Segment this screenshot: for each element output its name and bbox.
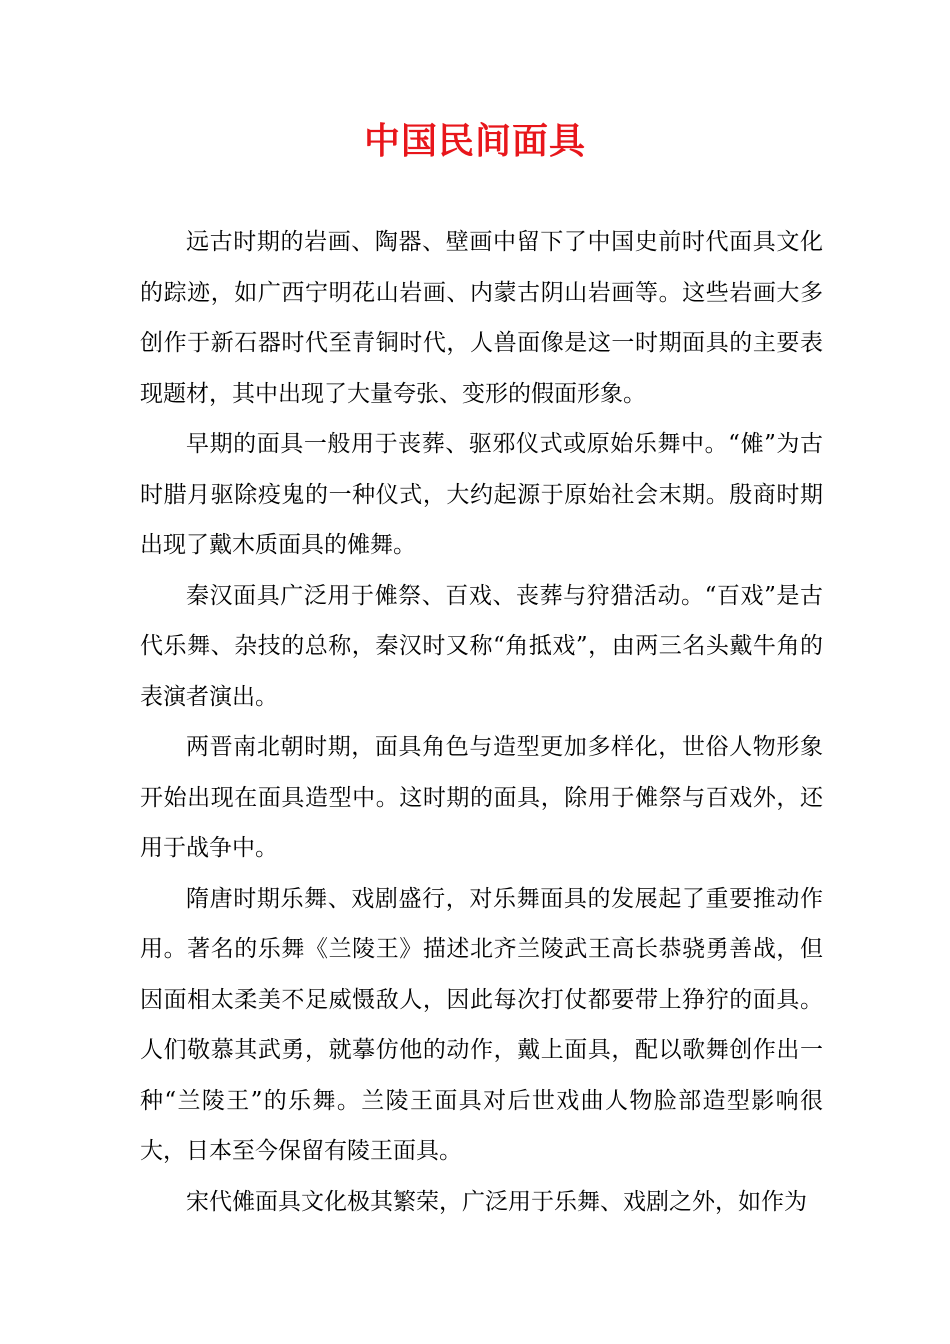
document-body <box>140 217 823 1227</box>
paragraph-4: 两晋南北朝时期，面具角色与造型更加多样化，世俗人物形象开始出现在面具造型中。这时期的面具，除用于傩祭与百戏外，还用于战争中。 <box>140 734 823 861</box>
paragraph-6: 宋代傩面具文化极其繁荣，广泛用于乐舞、戏剧之外，如作为 <box>186 1188 807 1215</box>
document-title: 中国民间面具 <box>363 121 586 162</box>
paragraph-3: 秦汉面具广泛用于傩祭、百戏、丧葬与狩猎活动。“百戏”是古代乐舞、杂技的总称，秦汉时又称“角抵戏”，由两三名头戴牛角的表演者演出。 <box>140 582 823 710</box>
paragraph-1: 远古时期的岩画、陶器、壁画中留下了中国史前时代面具文化的踪迹，如广西宁明花山岩画、内蒙古阴山岩画等。这些岩画大多创作于新石器时代至青铜时代，人兽面像是这一时期面具的主要表现题材，其中出现了大量夸张、变形的假面形象。 <box>140 229 823 407</box>
paragraph-5: 隋唐时期乐舞、戏剧盛行，对乐舞面具的发展起了重要推动作用。著名的乐舞《兰陵王》描述北齐兰陵武王高长恭骁勇善战，但因面相太柔美不足威慑敌人，因此每次打仗都要带上狰狞的面具。人们敬慕其武勇，就摹仿他的动作，戴上面具，配以歌舞创作出一种“兰陵王”的乐舞。兰陵王面具对后世戏曲人物脸部造型影响很大，日本至今保留有陵王面具。 <box>140 885 823 1164</box>
paragraph-2: 早期的面具一般用于丧葬、驱邪仪式或原始乐舞中。“傩”为古时腊月驱除疫鬼的一种仪式，大约起源于原始社会末期。殷商时期出现了戴木质面具的傩舞。 <box>140 431 823 558</box>
